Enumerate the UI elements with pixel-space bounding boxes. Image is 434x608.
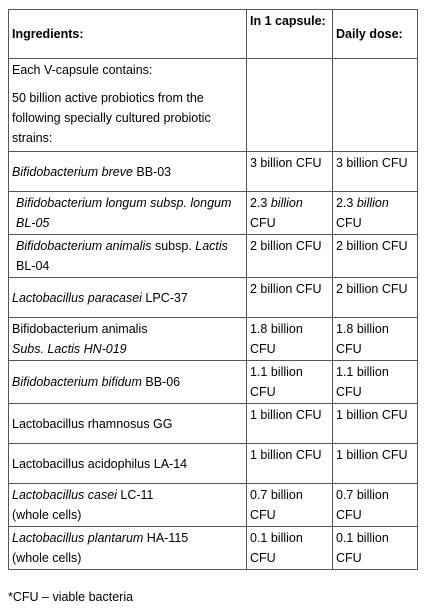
table-row [9, 484, 418, 527]
table-row [9, 318, 418, 361]
footnote: *CFU – viable bacteria [8, 590, 134, 604]
table-row [9, 192, 418, 235]
per-capsule-value: 0.7 billion CFU [247, 484, 333, 527]
header-per-capsule: In 1 capsule: [247, 10, 333, 59]
daily-dose-value: 3 billion CFU [333, 152, 418, 192]
table-row [9, 361, 418, 404]
daily-dose-value: 2 billion CFU [333, 235, 418, 278]
strain-name: Bifidobacterium breve BB-03 [9, 152, 247, 192]
strain-name: Lactobacillus casei LC-11 (whole cells) [9, 484, 247, 527]
table-row [9, 278, 418, 318]
strain-name: Bifidobacterium animalis Subs. Lactis HN-019 [9, 318, 247, 361]
table-row [9, 444, 418, 484]
daily-dose-value: 1 billion CFU [333, 404, 418, 444]
per-capsule-value: 1 billion CFU [247, 444, 333, 484]
per-capsule-value: 3 billion CFU [247, 152, 333, 192]
header-daily-dose: Daily dose: [333, 10, 418, 59]
table-header-row [9, 10, 418, 59]
daily-dose-value: 0.1 billion CFU [333, 527, 418, 570]
intro-line-2: 50 billion active probiotics from the following specially cultured probiotic strains: [12, 91, 211, 145]
per-capsule-value: 1 billion CFU [247, 404, 333, 444]
table-row [9, 527, 418, 570]
per-capsule-value: 1.1 billion CFU [247, 361, 333, 404]
strain-name: Lactobacillus rhamnosus GG [9, 404, 247, 444]
per-capsule-value: 2 billion CFU [247, 278, 333, 318]
empty-cell [333, 59, 418, 152]
strain-name: Bifidobacterium bifidum BB-06 [9, 361, 247, 404]
per-capsule-value: 0.1 billion CFU [247, 527, 333, 570]
daily-dose-value: 1.8 billion CFU [333, 318, 418, 361]
table-row [9, 235, 418, 278]
strain-name: Lactobacillus acidophilus LA-14 [9, 444, 247, 484]
strain-name: Bifidobacterium animalis subsp. Lactis BL-04 [9, 235, 247, 278]
daily-dose-value: 0.7 billion CFU [333, 484, 418, 527]
empty-cell [247, 59, 333, 152]
table-row [9, 152, 418, 192]
daily-dose-value: 1 billion CFU [333, 444, 418, 484]
daily-dose-value: 2.3 billion CFU [333, 192, 418, 235]
per-capsule-value: 1.8 billion CFU [247, 318, 333, 361]
intro-line-1: Each V-capsule contains: [12, 63, 153, 77]
table-row [9, 404, 418, 444]
per-capsule-value: 2 billion CFU [247, 235, 333, 278]
strain-name: Bifidobacterium longum subsp. longum BL-05 [9, 192, 247, 235]
strain-name: Lactobacillus plantarum HA-115 (whole cells) [9, 527, 247, 570]
daily-dose-value: 1.1 billion CFU [333, 361, 418, 404]
strain-name: Lactobacillus paracasei LPC-37 [9, 278, 247, 318]
daily-dose-value: 2 billion CFU [333, 278, 418, 318]
intro-cell [9, 59, 247, 152]
ingredients-table [8, 9, 418, 570]
table-row-intro [9, 59, 418, 152]
per-capsule-value: 2.3 billion CFU [247, 192, 333, 235]
header-ingredients: Ingredients: [9, 10, 247, 59]
